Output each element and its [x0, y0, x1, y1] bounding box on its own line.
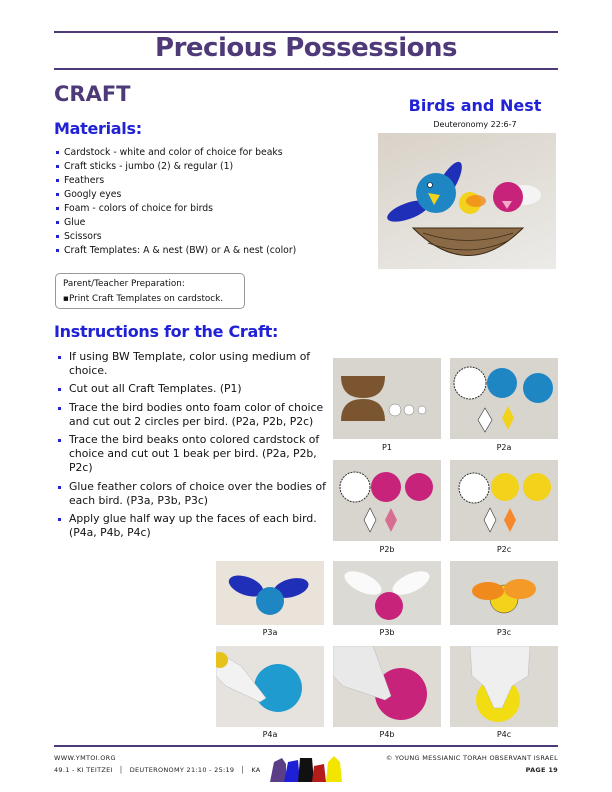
section-heading: CRAFT	[54, 82, 131, 106]
page-number: PAGE 19	[525, 766, 558, 774]
photo-p4a	[216, 646, 324, 727]
materials-list	[56, 146, 296, 258]
photo-p3b	[333, 561, 441, 625]
list-item: Glue feather colors of choice over the bodies of each bird. (P3a, P3b, P3c)	[56, 480, 328, 508]
photo-p1	[333, 358, 441, 439]
photo-caption: P4a	[262, 730, 278, 739]
photo-caption: P3b	[379, 628, 395, 637]
list-item: Trace the bird beaks onto colored cardstock of choice and cut out 1 beak per bird. (P2a, P2b, P2c)	[56, 433, 328, 476]
photo-caption: P4c	[496, 730, 512, 739]
list-item: Glue	[56, 216, 296, 230]
list-item: Craft sticks - jumbo (2) & regular (1)	[56, 160, 296, 174]
materials-heading: Materials:	[54, 119, 142, 138]
preparation-title: Parent/Teacher Preparation:	[63, 279, 185, 289]
photo-caption: P4b	[379, 730, 395, 739]
list-item: Googly eyes	[56, 188, 296, 202]
list-item: Craft Templates: A & nest (BW) or A & nest (color)	[56, 244, 296, 258]
list-item: If using BW Template, color using medium of choice.	[56, 350, 328, 378]
featured-title: Birds and Nest	[408, 96, 542, 115]
list-item: Foam - colors of choice for birds	[56, 202, 296, 216]
photo-p2b	[333, 460, 441, 541]
preparation-item: ▪Print Craft Templates on cardstock.	[63, 294, 224, 304]
photo-p2a	[450, 358, 558, 439]
footer-rule	[54, 745, 558, 747]
photo-p4b	[333, 646, 441, 727]
photo-caption: P2b	[379, 545, 395, 554]
footer-website[interactable]: WWW.YMTOI.ORG	[54, 754, 116, 762]
photo-caption: P1	[382, 443, 392, 452]
photo-p2c	[450, 460, 558, 541]
photo-caption: P3a	[262, 628, 278, 637]
footer-copyright: © YOUNG MESSIANIC TORAH OBSERVANT ISRAEL	[385, 754, 558, 762]
header-rule-bottom	[54, 68, 558, 70]
logo	[268, 752, 346, 784]
list-item: Trace the bird bodies onto foam color of choice and cut out 2 circles per bird. (P2a, P2b, P2c)	[56, 401, 328, 429]
preparation-box	[55, 273, 245, 309]
list-item: Scissors	[56, 230, 296, 244]
photo-p3c	[450, 561, 558, 625]
photo-caption: P3c	[496, 628, 512, 637]
photo-caption: P2c	[496, 545, 512, 554]
photo-caption: P2a	[496, 443, 512, 452]
list-item: Apply glue half way up the faces of each bird. (P4a, P4b, P4c)	[56, 512, 328, 540]
photo-p3a	[216, 561, 324, 625]
list-item: Cut out all Craft Templates. (P1)	[56, 382, 328, 396]
scripture-reference: Deuteronomy 22:6-7	[433, 120, 517, 129]
list-item: Feathers	[56, 174, 296, 188]
footer-lesson-info: 49.1 - KI TEITZEI │ DEUTERONOMY 21:10 - 25:19 │ KA	[54, 766, 261, 774]
instructions-list	[56, 350, 328, 544]
photo-p4c	[450, 646, 558, 727]
list-item: Cardstock - white and color of choice for beaks	[56, 146, 296, 160]
instructions-heading: Instructions for the Craft:	[54, 322, 279, 341]
birds-nest-photo	[378, 133, 556, 269]
page-title: Precious Possessions	[155, 33, 457, 63]
